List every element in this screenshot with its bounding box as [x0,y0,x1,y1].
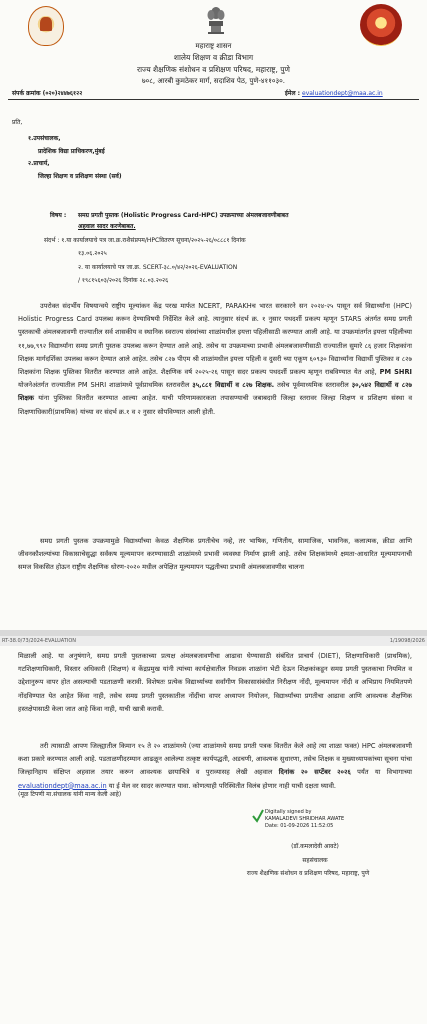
paragraph-3: मिळाली आहे. या अनुषंगाने, समग्र प्रगती पुस्तकाच्या प्रत्यक्ष अंमलबजावणीचा आढावा घेण्यासाठी संबंधित प्राचार्य (DIET), शिक्षणाधिकारी (प्राथमिक), गटशिक्षणाधिकारी, विस्तार अधिकारी (शिक्षण) व केंद्रप्रमुख यांनी त्यांच्या कार्यक्षेत्रातील निवडक शाळांना भेटी देऊन शिक्षकांकडून समग्र प्रगती पुस्तकाचा नियमित व उद्देशानुरूप वापर होत असल्याची पडताळणी करावी. विशेषतः प्रत्येक विद्यार्थ्याच्या सर्वांगीण विकासासंबंधीत निरीक्षण नोंदी, मूल्यमापन नोंदी व अभिप्राय नियमितपणे नोंदविण्यात येत आहेत किंवा नाही, तसेच समग्र प्रगती पुस्तकातील नोंदींचा वापर अध्यापन नियोजन, विद्यार्थ्यांच्या प्रगतीचा आढावा आणि आवश्यक शैक्षणिक हस्तक्षेपासाठी केला जात आहे किंवा नाही, याची खात्री करावी. [18,652,412,713]
digital-signature-block [265,809,385,830]
signatory-title: सहसंचालक [302,857,328,864]
email-label: ईमेल : [284,90,300,97]
anniversary-badge-logo [360,4,402,46]
digital-sig-line-2: KAMALADEVI SHRIDHAR AWATE [265,816,345,822]
subject-label: विषय : [50,212,67,219]
header-email-link[interactable]: evaluationdept@maa.ac.in [302,90,383,97]
recipient-line-2: प्रादेशिक विद्या प्राधिकरण,मुंबई [38,148,105,155]
reference-1-date: १३.०६.२०२५ [78,250,107,257]
reference-2: २. या कार्यालयाचे पत्र जा.क्र. SCERT-३८.०/४२/२०२६-EVALUATION [78,264,238,271]
page-reference-strip [0,636,427,646]
contact-number: संपर्क क्रमांक (०२०)२४४७६१२२ [12,90,83,97]
paragraph-1: उपरोक्त संदर्भीय विषयान्वये राष्ट्रीय मूल्यांकन केंद्र परख मार्फत NCERT, PARAKHच भारत सरकारने सन २०२४-२५ पासून सर्व विद्यार्थ्यांना (HPC) Holistic Progress Card उपलब्ध करून देण्याविषयी निर्देशित केले आहे. त्यानुसार संदर्भ क्र. १ नुसार पथदर्शी प्रकल्प म्हणून STARS अंतर्गत समग्र प्रगती पुस्तकाची अंमलबजावणी राज्यातील सर्व शासकीय व स्थानिक स्वराज्य संस्थांच्या शाळांमधील इयत्ता पहिलीसाठी करण्यात आली आहे. या उपक्रमांतर्गत इयत्ता पहिलीच्या ११,७७,९९२ विद्यार्थ्यांना समग्र प्रगती पुस्तक उपलब्ध करून देण्यात आले आहे. तसेच या उपक्रमाच्या प्रभावी अंमलबजावणीसाठी राज्यातील सुमारे ८६ हजार शिक्षकांना शिक्षक मार्गदर्शिका उपलब्ध करून देण्यात आले आहेत. तसेच ८२७ पीएम श्री शाळांमधील इयत्ता पहिली व दुसरी च्या एकूण ६०९३० विद्यार्थ्यांना विद्यार्थी पुस्तिका व ८२७ शिक्षकांना शिक्षक पुस्तिका वितरीत करण्यात आले आहेत. शैक्षणिक वर्ष २०२५-२६ पासून सदर प्रकल्प पथदर्शी प्रकल्प म्हणून राबविण्यात येत आहे, PM SHRI योजनेअंतर्गत राज्यातील PM SHRI शाळांमध्ये पूर्वप्राथमिक स्तरावरील ३५,८८१ विद्यार्थी व ८२७ शिक्षक. तसेच पूर्वमाध्यमिक स्तरावरील ३०,५४२ विद्यार्थी व ८२७ शिक्षक यांना पुस्तिका वितरीत करण्यात आल्या आहेत. याची परिणामकारकता तपासण्याची जबाबदारी जिल्हा स्तरावर जिल्हा शिक्षण व प्रशिक्षण संस्था व शिक्षणाधिकारी(प्राथमिक) यांच्या वर संदर्भ क्र.१ व २ नुसार सोपविण्यात आली होती. [18,302,412,416]
recipient-prati: प्रति, [12,119,23,126]
govt-heading: महाराष्ट्र शासन [195,42,232,50]
national-emblem-icon [206,4,226,40]
recipient-line-4: जिल्हा शिक्षण व प्रशिक्षण संस्था (सर्व) [38,173,122,180]
approval-note: (मूळ टिपणी मा.संचालक यांनी मान्य केली आहे) [18,791,122,798]
header-divider [8,99,419,100]
recipient-line-1: १.उपसंचालक, [28,135,61,142]
reference-2-date: / १९८१५६०३/२०२६ दिनांक २८.०३.२०२६ [78,277,169,284]
file-reference-left: RT-38.0/73/2024-EVALUATION [2,638,77,644]
digital-sig-line-1: Digitally signed by [265,809,312,815]
verified-tick-icon [252,809,264,823]
file-reference-right: 1/19098/2026 [389,638,425,644]
reference-1: संदर्भ : १.या कार्यालयाचे पत्र जा.क्र.राशैसंप्रपम/HPCवितरण सूचना/२०२५-२६/०८८८१ दिनांक [44,237,246,244]
dept-heading: शालेय शिक्षण व क्रीडा विभाग [173,53,254,62]
letter-page-2 [0,636,427,1024]
subject-line-1: समग्र प्रगती पुस्तक (Holistic Progress Card-HPC) उपक्रमाच्या अंमलबजावणीबाबत [78,212,289,219]
paragraph-4: तरी त्यासाठी आपण जिल्ह्यातील किमान १५ ते २० शाळांमध्ये (ज्या शाळांमध्ये समग्र प्रगती पत्रक वितरीत केले आहे त्या शाळा फक्त) HPC अंमलबजावणी कशा प्रकारे करण्यात आली आहे. पडताळणीदरम्यान आढळून आलेल्या तत्कृष्ट कार्यपद्धती, अडचणी, आवश्यक सुधारणा, तसेच शिक्षक व मुख्याध्यापकांच्या सूचना यांचा जिल्हानिहाय संक्षिप्त अहवाल तयार करून आवश्यक छायाचित्रे व पुराव्यासह लेखी अहवाल दिनांक २० सप्टेंबर २०२६ पर्यंत या विभागाच्या evaluationdept@maa.ac.in या ई मेल वर सादर करण्यात यावा. कोणत्याही परिस्थितीत विलंब होणार नाही याची दक्षता घ्यावी. [18,742,412,790]
office-address: ७०८, आरबी कुमठेकर मार्ग, सदाशिव पेठ, पुणे-४११०३०. [142,77,285,85]
state-council-logo [28,6,64,46]
recipient-line-3: २.प्राचार्य, [28,160,50,167]
digital-sig-line-3: Date: 01-09-2026 11:52:05 [265,823,334,829]
paragraph-2: समग्र प्रगती पुस्तक उपक्रमामुळे विद्यार्थ्यांच्या केवळ शैक्षणिक प्रगतीचेच नव्हे, तर भाषिक, गणितीय, सामाजिक, भावनिक, कलात्मक, क्रीडा आणि जीवनकौशल्यांच्या विकासाचेसुद्धा सर्वंकष मूल्यमापन करण्यासाठी शाळांमध्ये प्रभावी व्यवस्था निर्माण झाली आहे. तसेच शिक्षकांमध्ये क्षमता-आधारित मूल्यमापनाची समज विकसित होऊन राष्ट्रीय शैक्षणिक धोरण-२०२० मधील अपेक्षित मूल्यमापन पद्धतीच्या प्रभावी अंमलबजावणीस चालना [18,537,412,572]
signatory-office: राज्य शैक्षणिक संशोधन व प्रशिक्षण परिषद, महाराष्ट्र, पुणे [246,870,370,877]
subject-line-2: अहवाल सादर करणेबाबत. [78,223,136,230]
signatory-name: (डॉ.कमलादेवी आवटे) [291,843,339,850]
deadline-email-link[interactable]: evaluationdept@maa.ac.in [18,781,107,790]
council-heading: राज्य शैक्षणिक संशोधन व प्रशिक्षण परिषद, महाराष्ट्र, पुणे [137,65,290,74]
